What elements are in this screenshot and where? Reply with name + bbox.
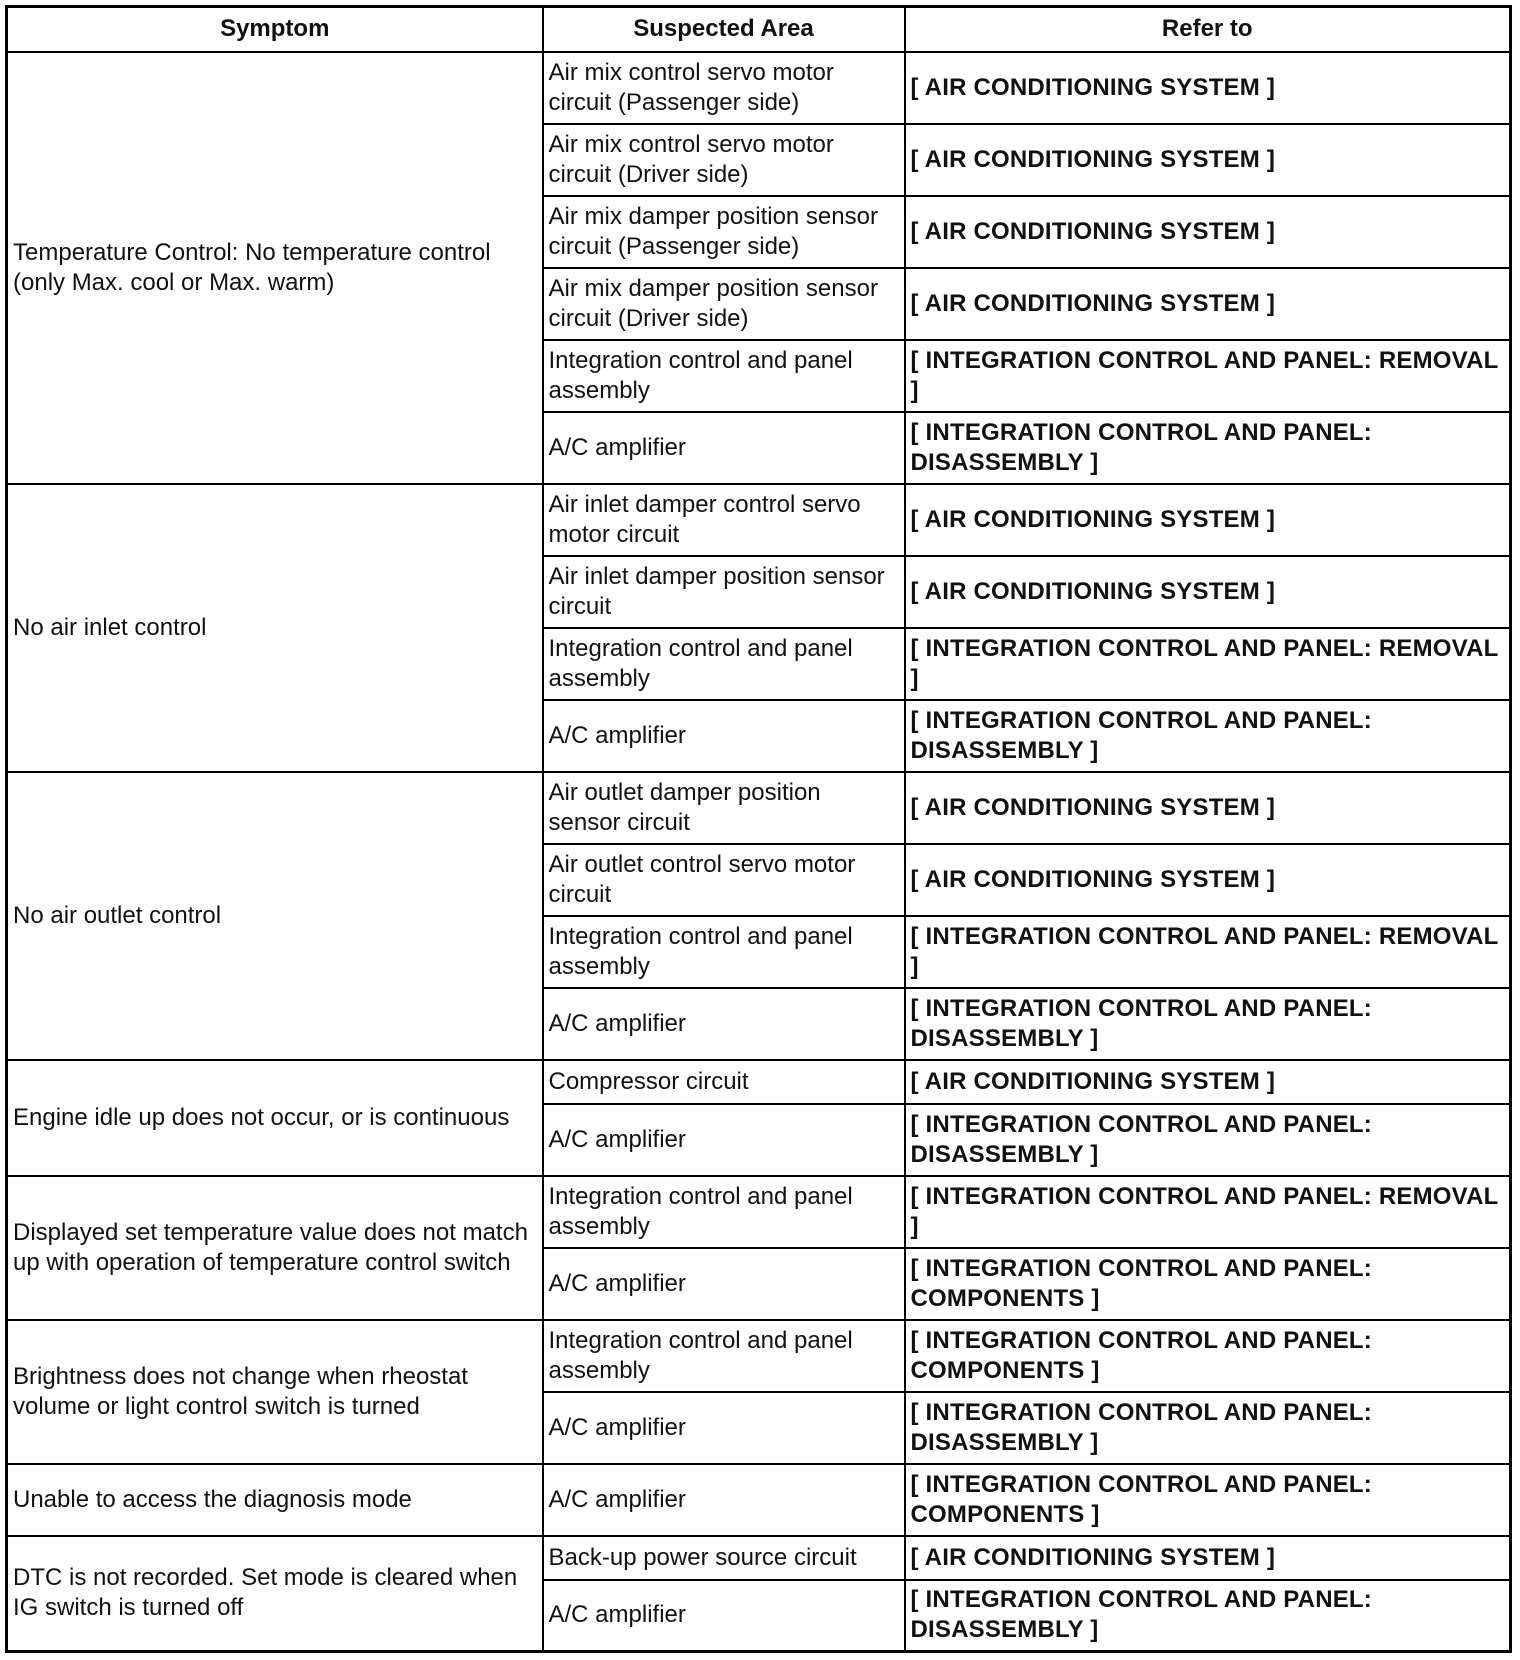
suspected-area-cell: Integration control and panel assembly bbox=[543, 916, 905, 988]
symptom-table bbox=[5, 5, 1512, 1653]
header-refer-to: Refer to bbox=[905, 7, 1511, 52]
suspected-area-cell: A/C amplifier bbox=[543, 1104, 905, 1176]
suspected-area-cell: A/C amplifier bbox=[543, 412, 905, 484]
suspected-area-cell: A/C amplifier bbox=[543, 988, 905, 1060]
suspected-area-cell: Integration control and panel assembly bbox=[543, 1176, 905, 1248]
table-row bbox=[7, 1176, 1511, 1248]
table-row bbox=[7, 1536, 1511, 1580]
symptom-cell: Displayed set temperature value does not match up with operation of temperature control switch bbox=[7, 1176, 543, 1320]
refer-to-cell: [ AIR CONDITIONING SYSTEM ] bbox=[905, 196, 1511, 268]
table-row bbox=[7, 1320, 1511, 1392]
header-symptom: Symptom bbox=[7, 7, 543, 52]
table-row bbox=[7, 484, 1511, 556]
table-row bbox=[7, 52, 1511, 124]
refer-to-cell: [ INTEGRATION CONTROL AND PANEL: COMPONENTS ] bbox=[905, 1464, 1511, 1536]
table-row bbox=[7, 772, 1511, 844]
table-row bbox=[7, 1464, 1511, 1536]
refer-to-cell: [ INTEGRATION CONTROL AND PANEL: REMOVAL ] bbox=[905, 628, 1511, 700]
refer-to-cell: [ AIR CONDITIONING SYSTEM ] bbox=[905, 844, 1511, 916]
suspected-area-cell: A/C amplifier bbox=[543, 1464, 905, 1536]
refer-to-cell: [ INTEGRATION CONTROL AND PANEL: DISASSEMBLY ] bbox=[905, 700, 1511, 772]
suspected-area-cell: Compressor circuit bbox=[543, 1060, 905, 1104]
refer-to-cell: [ INTEGRATION CONTROL AND PANEL: DISASSEMBLY ] bbox=[905, 988, 1511, 1060]
suspected-area-cell: Air mix damper position sensor circuit (Passenger side) bbox=[543, 196, 905, 268]
suspected-area-cell: Back-up power source circuit bbox=[543, 1536, 905, 1580]
symptom-cell: Engine idle up does not occur, or is continuous bbox=[7, 1060, 543, 1176]
refer-to-cell: [ AIR CONDITIONING SYSTEM ] bbox=[905, 772, 1511, 844]
suspected-area-cell: Air outlet control servo motor circuit bbox=[543, 844, 905, 916]
suspected-area-cell: Air inlet damper position sensor circuit bbox=[543, 556, 905, 628]
symptom-cell: Brightness does not change when rheostat volume or light control switch is turned bbox=[7, 1320, 543, 1464]
header-suspected-area: Suspected Area bbox=[543, 7, 905, 52]
header-row bbox=[7, 7, 1511, 52]
refer-to-cell: [ AIR CONDITIONING SYSTEM ] bbox=[905, 52, 1511, 124]
table-row bbox=[7, 1060, 1511, 1104]
refer-to-cell: [ INTEGRATION CONTROL AND PANEL: REMOVAL ] bbox=[905, 916, 1511, 988]
symptom-cell: Temperature Control: No temperature control (only Max. cool or Max. warm) bbox=[7, 52, 543, 484]
refer-to-cell: [ INTEGRATION CONTROL AND PANEL: DISASSEMBLY ] bbox=[905, 1392, 1511, 1464]
suspected-area-cell: Air mix control servo motor circuit (Passenger side) bbox=[543, 52, 905, 124]
symptom-cell: No air inlet control bbox=[7, 484, 543, 772]
refer-to-cell: [ INTEGRATION CONTROL AND PANEL: COMPONENTS ] bbox=[905, 1320, 1511, 1392]
suspected-area-cell: Air inlet damper control servo motor circuit bbox=[543, 484, 905, 556]
suspected-area-cell: Integration control and panel assembly bbox=[543, 1320, 905, 1392]
symptom-cell: DTC is not recorded. Set mode is cleared when IG switch is turned off bbox=[7, 1536, 543, 1652]
refer-to-cell: [ INTEGRATION CONTROL AND PANEL: REMOVAL ] bbox=[905, 1176, 1511, 1248]
refer-to-cell: [ AIR CONDITIONING SYSTEM ] bbox=[905, 1536, 1511, 1580]
table-body bbox=[7, 52, 1511, 1652]
suspected-area-cell: Air outlet damper position sensor circuit bbox=[543, 772, 905, 844]
refer-to-cell: [ INTEGRATION CONTROL AND PANEL: REMOVAL ] bbox=[905, 340, 1511, 412]
symptom-cell: Unable to access the diagnosis mode bbox=[7, 1464, 543, 1536]
refer-to-cell: [ INTEGRATION CONTROL AND PANEL: COMPONENTS ] bbox=[905, 1248, 1511, 1320]
refer-to-cell: [ INTEGRATION CONTROL AND PANEL: DISASSEMBLY ] bbox=[905, 412, 1511, 484]
refer-to-cell: [ AIR CONDITIONING SYSTEM ] bbox=[905, 484, 1511, 556]
suspected-area-cell: Air mix damper position sensor circuit (Driver side) bbox=[543, 268, 905, 340]
suspected-area-cell: A/C amplifier bbox=[543, 1248, 905, 1320]
refer-to-cell: [ AIR CONDITIONING SYSTEM ] bbox=[905, 268, 1511, 340]
suspected-area-cell: Air mix control servo motor circuit (Driver side) bbox=[543, 124, 905, 196]
refer-to-cell: [ INTEGRATION CONTROL AND PANEL: DISASSEMBLY ] bbox=[905, 1580, 1511, 1652]
refer-to-cell: [ AIR CONDITIONING SYSTEM ] bbox=[905, 556, 1511, 628]
suspected-area-cell: Integration control and panel assembly bbox=[543, 628, 905, 700]
refer-to-cell: [ AIR CONDITIONING SYSTEM ] bbox=[905, 1060, 1511, 1104]
symptom-cell: No air outlet control bbox=[7, 772, 543, 1060]
suspected-area-cell: A/C amplifier bbox=[543, 1392, 905, 1464]
refer-to-cell: [ INTEGRATION CONTROL AND PANEL: DISASSEMBLY ] bbox=[905, 1104, 1511, 1176]
suspected-area-cell: Integration control and panel assembly bbox=[543, 340, 905, 412]
refer-to-cell: [ AIR CONDITIONING SYSTEM ] bbox=[905, 124, 1511, 196]
suspected-area-cell: A/C amplifier bbox=[543, 1580, 905, 1652]
suspected-area-cell: A/C amplifier bbox=[543, 700, 905, 772]
